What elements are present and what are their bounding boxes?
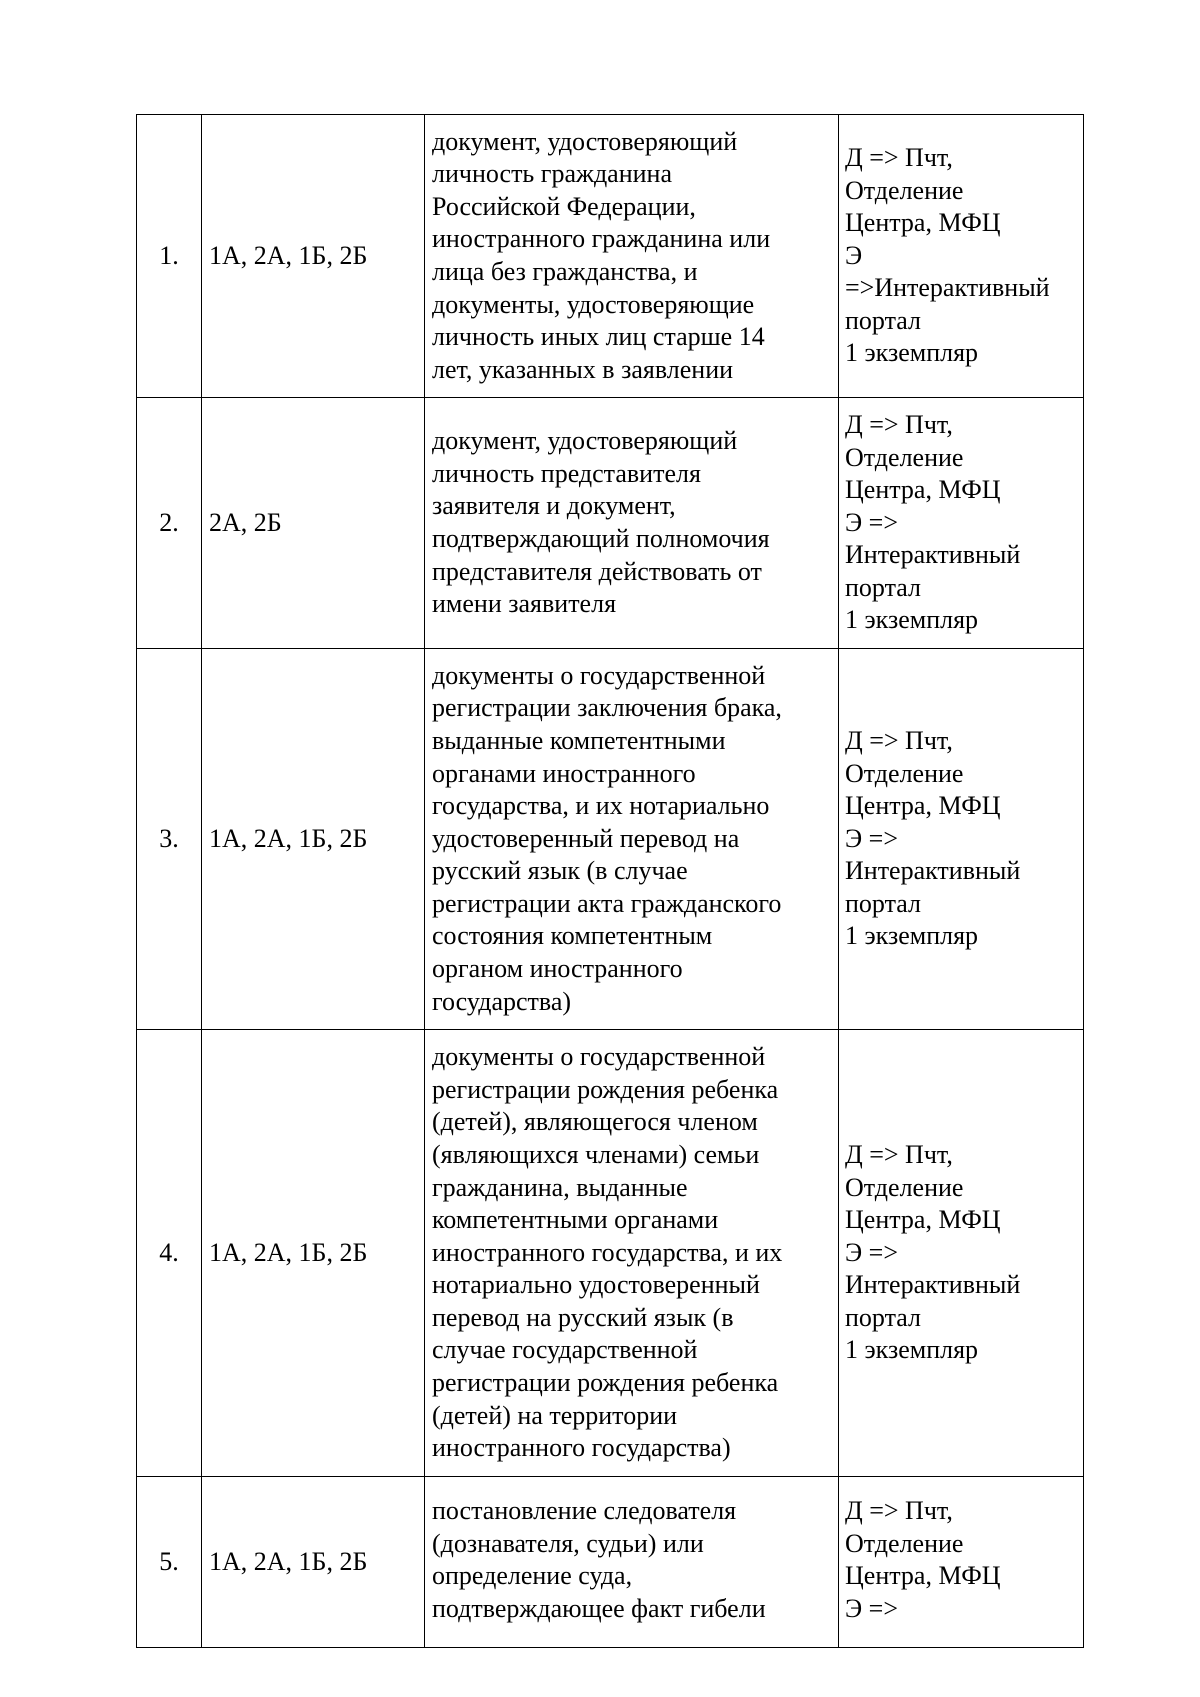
submission-line: Д => Пчт,	[845, 409, 953, 439]
documents-table	[136, 114, 1084, 1648]
table-row	[137, 1477, 1084, 1648]
row-number: 2.	[137, 398, 202, 649]
table-row	[137, 649, 1084, 1030]
submission-method	[839, 398, 1084, 649]
row-number: 3.	[137, 649, 202, 1030]
submission-line: Э	[845, 240, 863, 270]
row-number: 4.	[137, 1030, 202, 1477]
applicant-categories: 1А, 2А, 1Б, 2Б	[202, 1030, 425, 1477]
document-description	[425, 649, 839, 1030]
table-row	[137, 115, 1084, 398]
submission-line: портал	[845, 305, 921, 335]
document-description	[425, 1477, 839, 1648]
document-description	[425, 1030, 839, 1477]
submission-line: Центра, МФЦ	[845, 1205, 1001, 1235]
submission-line: Отделение	[845, 758, 964, 788]
document-text: постановление следователя (дознавателя, судьи) или определение суда, подтверждающее факт гибели	[432, 1496, 766, 1623]
submission-line: Отделение	[845, 1172, 964, 1202]
submission-line: Д => Пчт,	[845, 725, 953, 755]
applicant-categories: 1А, 2А, 1Б, 2Б	[202, 649, 425, 1030]
table-row	[137, 1030, 1084, 1477]
submission-line: 1 экземпляр	[845, 921, 979, 951]
submission-line: портал	[845, 888, 921, 918]
submission-line: 1 экземпляр	[845, 605, 979, 635]
document-text: документы о государственной регистрации заключения брака, выданные компетентными органами иностранного государства, и их нотариально удостоверенный перевод на русский язык (в случае регистрации акта гражданского состояния компетентным органом иностранного государства)	[432, 660, 782, 1016]
submission-line: портал	[845, 1302, 921, 1332]
submission-line: =>Интерактивный	[845, 273, 1050, 303]
submission-line: Отделение	[845, 442, 964, 472]
submission-line: Интерактивный	[845, 540, 1021, 570]
row-number: 1.	[137, 115, 202, 398]
submission-line: Д => Пчт,	[845, 1496, 953, 1525]
submission-line: Э =>	[845, 823, 898, 853]
applicant-categories: 2А, 2Б	[202, 398, 425, 649]
applicant-categories: 1А, 2А, 1Б, 2Б	[202, 115, 425, 398]
submission-line: Э =>	[845, 1237, 898, 1267]
document-description	[425, 398, 839, 649]
submission-method	[839, 649, 1084, 1030]
submission-line: Отделение	[845, 175, 964, 205]
submission-line: Интерактивный	[845, 856, 1021, 886]
submission-line: Центра, МФЦ	[845, 475, 1001, 505]
submission-method	[839, 115, 1084, 398]
submission-line: Д => Пчт,	[845, 142, 953, 172]
submission-line: Центра, МФЦ	[845, 208, 1001, 238]
submission-line: портал	[845, 572, 921, 602]
submission-line: Д => Пчт,	[845, 1139, 953, 1169]
applicant-categories: 1А, 2А, 1Б, 2Б	[202, 1477, 425, 1648]
submission-line: Интерактивный	[845, 1270, 1021, 1300]
document-text: документы о государственной регистрации рождения ребенка (детей), являющегося членом (являющихся членами) семьи гражданина, выданные компетентными органами иностранного государства, и их нотариально удостоверенный перевод на русский язык (в случае государственной регистрации рождения ребенка (детей) на территории иностранного государства)	[432, 1042, 783, 1463]
submission-line: Центра, МФЦ	[845, 1561, 1001, 1591]
document-text: документ, удостоверяющий личность представителя заявителя и документ, подтверждающий полномочия представителя действовать от имени заявителя	[432, 426, 770, 619]
submission-line: Э =>	[845, 1593, 898, 1623]
document-text: документ, удостоверяющий личность гражданина Российской Федерации, иностранного гражданина или лица без гражданства, и документы, удостоверяющие личность иных лиц старше 14 лет, указанных в заявлении	[432, 126, 771, 384]
submission-line: Центра, МФЦ	[845, 791, 1001, 821]
row-number: 5.	[137, 1477, 202, 1648]
submission-line: 1 экземпляр	[845, 338, 979, 368]
submission-line: Э =>	[845, 507, 898, 537]
submission-method	[839, 1477, 1084, 1648]
table-row	[137, 398, 1084, 649]
document-description	[425, 115, 839, 398]
submission-line: 1 экземпляр	[845, 1335, 979, 1365]
submission-line: Отделение	[845, 1528, 964, 1558]
submission-method	[839, 1030, 1084, 1477]
